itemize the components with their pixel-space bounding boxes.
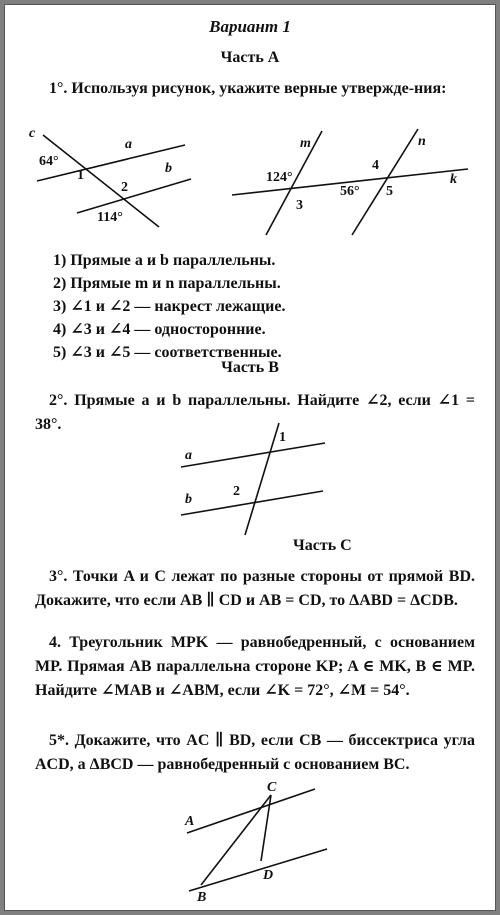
label-b: b xyxy=(165,161,172,176)
label-angle-5: 5 xyxy=(386,184,393,199)
part-b-heading: Часть В xyxy=(221,359,279,376)
part-a-heading: Часть А xyxy=(220,49,280,66)
label-a: a xyxy=(125,137,132,152)
label-angle-2: 2 xyxy=(233,484,240,499)
transversal xyxy=(245,423,279,535)
worksheet xyxy=(4,4,496,911)
label-k: k xyxy=(450,172,457,187)
option-5: 5) ∠3 и ∠5 — соответственные. xyxy=(53,344,282,361)
option-4: 4) ∠3 и ∠4 — односторонние. xyxy=(53,321,266,338)
option-2: 2) Прямые m и n параллельны. xyxy=(53,275,281,292)
variant-title: Вариант 1 xyxy=(209,17,291,36)
label-angle-1: 1 xyxy=(279,430,286,445)
line-n xyxy=(352,129,418,235)
task-1-text: 1°. Используя рисунок, укажите верные утвержде-ния: xyxy=(49,80,447,97)
label-angle-64: 64° xyxy=(39,154,59,169)
task-4-text: 4. Треугольник MPK — равнобедренный, с основанием MP. Прямая AB параллельна стороне KP; A ∈ MK, B ∈ MP. Найдите ∠MAB и ∠ABM, если ∠K = 72°, ∠M = 54°. xyxy=(35,634,475,699)
label-angle-1: 1 xyxy=(77,168,84,183)
label-m: m xyxy=(300,136,311,151)
segment-cb xyxy=(201,795,274,885)
label-A: A xyxy=(185,814,195,829)
option-3: 3) ∠1 и ∠2 — накрест лежащие. xyxy=(53,298,286,315)
task-1-figure-right xyxy=(230,123,470,239)
task-5-text: 5*. Докажите, что AC ∥ BD, если CB — биссектриса угла ACD, а ΔBCD — равнобедренный с основанием BC. xyxy=(35,732,475,773)
label-angle-4: 4 xyxy=(372,158,379,173)
label-B: B xyxy=(197,890,207,905)
task-2-figure xyxy=(165,417,335,539)
line-a xyxy=(181,443,325,467)
label-b: b xyxy=(185,492,192,507)
line-ac xyxy=(187,789,315,833)
label-a: a xyxy=(185,448,192,463)
task-3-text: 3°. Точки A и C лежат по разные стороны от прямой BD. Докажите, что если AB ∥ CD и AB = CD, то ΔABD = ΔCDB. xyxy=(35,568,475,609)
task-1-options xyxy=(53,249,285,364)
line-bd xyxy=(189,849,327,891)
label-C: C xyxy=(267,780,277,795)
task-2-text: 2°. Прямые a и b параллельны. Найдите ∠2, если ∠1 = 38°. xyxy=(35,392,475,433)
task-5-figure xyxy=(175,777,345,903)
label-angle-114: 114° xyxy=(97,210,123,225)
label-D: D xyxy=(263,868,274,883)
option-1: 1) Прямые a и b параллельны. xyxy=(53,252,276,269)
label-angle-124: 124° xyxy=(266,170,293,185)
line-a xyxy=(37,145,185,181)
label-angle-56: 56° xyxy=(340,184,360,199)
part-c-heading: Часть С xyxy=(293,537,352,554)
task-1-figure-left xyxy=(25,127,215,231)
label-n: n xyxy=(418,134,426,149)
label-angle-3: 3 xyxy=(296,198,303,213)
label-angle-2: 2 xyxy=(121,180,128,195)
label-c: c xyxy=(29,126,36,141)
